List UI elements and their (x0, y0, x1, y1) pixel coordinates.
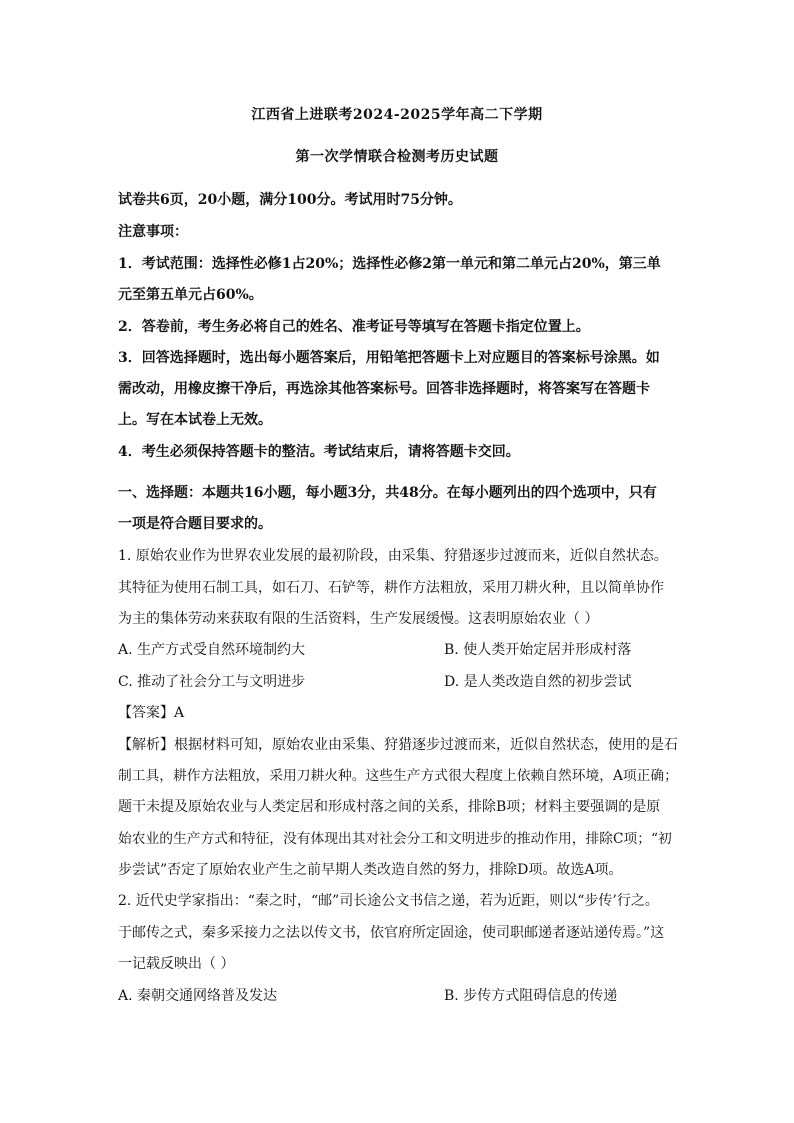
q1-option-b: B. 使人类开始定居并形成村落 (444, 642, 632, 658)
note-1-line-1: 1．考试范围：选择性必修1占20%；选择性必修2第一单元和第二单元占20%，第三单 (118, 256, 661, 272)
q1-answer: 【答案】A (118, 705, 185, 721)
q2-option-b: B. 步传方式阻碍信息的传递 (444, 988, 618, 1004)
section-heading-line-1: 一、选择题：本题共16小题，每小题3分，共48分。在每小题列出的四个选项中，只有 (118, 485, 657, 501)
q2-stem-line-2: 于邮传之式，秦多采接力之法以传文书，依官府所定固途，使司职邮递者逐站递传焉。”这 (118, 925, 665, 941)
page-subtitle: 第一次学情联合检测考历史试题 (295, 149, 499, 165)
q1-analysis-line-4: 始农业的生产方式和特征，没有体现出其对社会分工和文明进步的推动作用，排除C项；“初 (118, 831, 672, 847)
q1-stem-line-3: 为主的集体劳动来获取有限的生活资料，生产发展缓慢。这表明原始农业（ ） (118, 611, 599, 627)
q1-stem-line-2: 其特征为使用石制工具，如石刀、石铲等，耕作方法粗放，采用刀耕火种，且以简单协作 (118, 580, 664, 596)
q2-stem-line-1: 2. 近代史学家指出：“秦之时，“邮”司长途公文书信之递，若为近距，则以“步传’行之。 (118, 893, 659, 909)
notes-heading: 注意事项： (118, 224, 188, 240)
q1-analysis-line-5: 步尝试”否定了原始农业产生之前早期人类改造自然的努力，排除D项。故选A项。 (118, 862, 623, 878)
q1-option-d: D. 是人类改造自然的初步尝试 (444, 674, 632, 690)
q1-analysis-line-1: 【解析】根据材料可知，原始农业由采集、狩猎逐步过渡而来，近似自然状态，使用的是石 (118, 737, 678, 753)
exam-summary: 试卷共6页，20小题，满分100分。考试用时75分钟。 (118, 192, 462, 208)
q1-stem-line-1: 1. 原始农业作为世界农业发展的最初阶段，由采集、狩猎逐步过渡而来，近似自然状态。 (118, 548, 668, 564)
section-heading-line-2: 一项是符合题目要求的。 (118, 516, 272, 532)
note-4: 4．考生必须保持答题卡的整洁。考试结束后，请将答题卡交回。 (118, 444, 520, 460)
note-2: 2．答卷前，考生务必将自己的姓名、准考证号等填写在答题卡指定位置上。 (118, 319, 590, 335)
q2-stem-line-3: 一记载反映出（ ） (118, 956, 235, 972)
page-title: 江西省上进联考2024-2025学年高二下学期 (251, 107, 543, 123)
q1-analysis-line-3: 题干未提及原始农业与人类定居和形成村落之间的关系，排除B项；材料主要强调的是原 (118, 799, 661, 815)
note-3-line-2: 需改动，用橡皮擦干净后，再选涂其他答案标号。回答非选择题时，将答案写在答题卡 (118, 381, 650, 397)
q2-option-a: A. 秦朝交通网络普及发达 (118, 988, 278, 1004)
q1-option-c: C. 推动了社会分工与文明进步 (118, 674, 306, 690)
q1-option-a: A. 生产方式受自然环境制约大 (118, 642, 306, 658)
note-1-line-2: 元至第五单元占60%。 (118, 287, 263, 303)
note-3-line-1: 3．回答选择题时，选出每小题答案后，用铅笔把答题卡上对应题目的答案标号涂黑。如 (118, 350, 660, 366)
note-3-line-3: 上。写在本试卷上无效。 (118, 412, 272, 428)
q1-analysis-line-2: 制工具，耕作方法粗放，采用刀耕火种。这些生产方式很大程度上依赖自然环境，A项正确； (118, 768, 678, 784)
